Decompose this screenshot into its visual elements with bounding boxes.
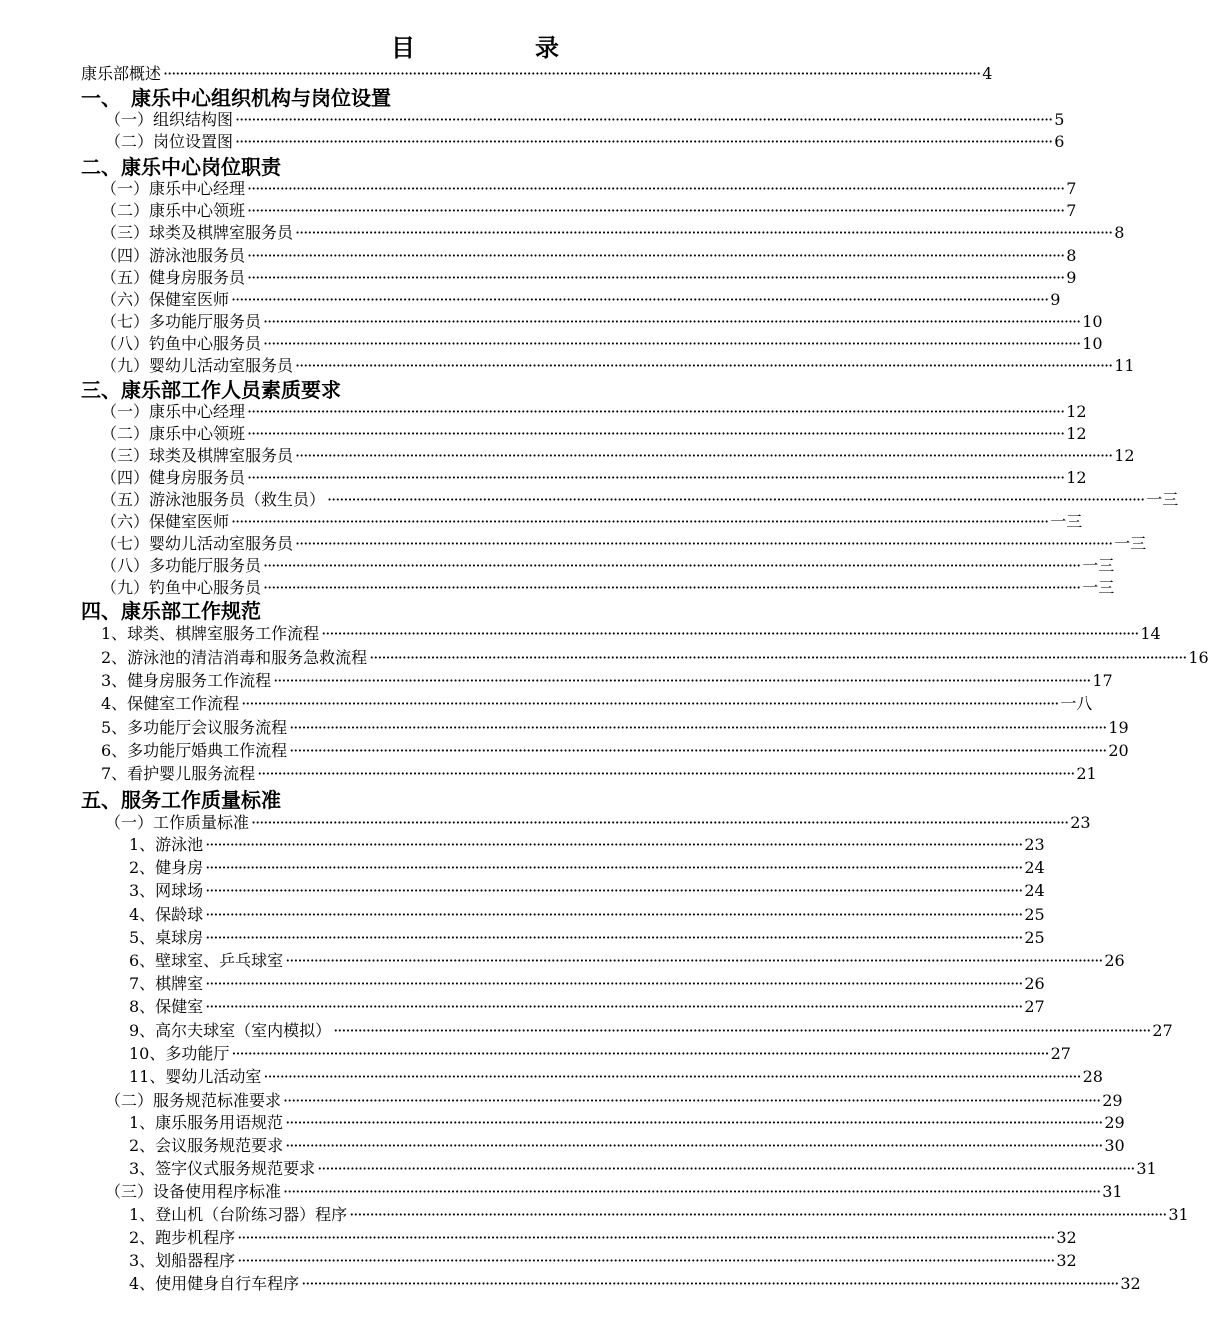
toc-entry[interactable] — [101, 693, 1093, 715]
toc-entry[interactable] — [101, 423, 1087, 445]
toc-entry-title: 6、多功能厅婚典工作流程 — [101, 741, 288, 760]
toc-entry[interactable] — [101, 740, 1129, 762]
dot-leader: ········································································································································································································ — [333, 1021, 1151, 1040]
toc-entry[interactable] — [105, 131, 1065, 153]
toc-page-number: 12 — [1066, 468, 1087, 487]
dot-leader: ········································································································································································································ — [295, 356, 1113, 375]
dot-leader: ········································································································································································································ — [263, 556, 1081, 575]
toc-page-number: 7 — [1066, 179, 1077, 198]
toc-entry-title: （四）游泳池服务员 — [101, 246, 246, 265]
dot-leader: ········································································································································································································ — [205, 997, 1023, 1016]
toc-entry-title: 2、跑步机程序 — [129, 1228, 236, 1247]
toc-entry-title: （一）组织结构图 — [105, 110, 234, 129]
toc-entry-title: 1、球类、棋牌室服务工作流程 — [101, 624, 320, 643]
dot-leader: ········································································································································································································ — [317, 1159, 1135, 1178]
toc-entry-title: （二）岗位设置图 — [105, 132, 234, 151]
dot-leader: ········································································································································································································ — [251, 813, 1069, 832]
toc-entry[interactable] — [129, 996, 1045, 1018]
toc-entry[interactable] — [101, 178, 1077, 200]
toc-entry[interactable] — [129, 1043, 1071, 1065]
toc-entry-title: （七）婴幼儿活动室服务员 — [101, 534, 294, 553]
toc-page-number: 23 — [1070, 813, 1091, 832]
dot-leader: ········································································································································································································ — [247, 268, 1065, 287]
dot-leader: ········································································································································································································ — [231, 512, 1049, 531]
page-title: 目 录 — [391, 33, 607, 62]
toc-entry[interactable] — [129, 1066, 1103, 1088]
toc-entry[interactable] — [101, 511, 1083, 533]
toc-page-number: 6 — [1054, 132, 1065, 151]
toc-page-number: 12 — [1066, 424, 1087, 443]
toc-entry-title: 10、多功能厅 — [129, 1044, 230, 1063]
toc-page-number: 12 — [1114, 446, 1135, 465]
dot-leader: ········································································································································································································ — [235, 132, 1053, 151]
toc-page-number: 27 — [1050, 1044, 1071, 1063]
toc-page-number: 24 — [1024, 858, 1045, 877]
dot-leader: ········································································································································································································ — [327, 490, 1145, 509]
toc-page-number: 31 — [1102, 1182, 1123, 1201]
toc-entry[interactable] — [101, 445, 1135, 467]
toc-entry[interactable] — [101, 623, 1161, 645]
toc-page-number: 16 — [1188, 648, 1209, 667]
toc-entry-title: （六）保健室医师 — [101, 512, 230, 531]
dot-leader: ········································································································································································································ — [247, 201, 1065, 220]
toc-section-heading[interactable]: 四、康乐部工作规范 — [81, 599, 261, 623]
toc-page-number: 29 — [1102, 1091, 1123, 1110]
dot-leader: ········································································································································································································ — [283, 1091, 1101, 1110]
toc-entry-title: （四）健身房服务员 — [101, 468, 246, 487]
toc-entry[interactable] — [101, 670, 1113, 692]
dot-leader: ········································································································································································································ — [257, 764, 1075, 783]
dot-leader: ········································································································································································································ — [263, 578, 1081, 597]
toc-page-number: 19 — [1108, 718, 1129, 737]
dot-leader: ········································································································································································································ — [247, 179, 1065, 198]
toc-entry[interactable] — [129, 904, 1045, 926]
toc-entry[interactable] — [105, 812, 1091, 834]
toc-page-number: 一三 — [1050, 512, 1083, 531]
dot-leader: ········································································································································································································ — [247, 402, 1065, 421]
toc-entry[interactable] — [101, 200, 1077, 222]
toc-entry-title: 3、签字仪式服务规范要求 — [129, 1159, 316, 1178]
toc-entry-title: （二）康乐中心领班 — [101, 424, 246, 443]
toc-entry-title: （七）多功能厅服务员 — [101, 312, 262, 331]
toc-entry[interactable] — [129, 834, 1045, 856]
toc-page-number: 27 — [1152, 1021, 1173, 1040]
toc-entry-title: 1、登山机（台阶练习器）程序 — [129, 1205, 348, 1224]
toc-entry-title: 7、看护婴儿服务流程 — [101, 764, 256, 783]
toc-page-number: 14 — [1140, 624, 1161, 643]
toc-page-number: 12 — [1066, 402, 1087, 421]
toc-entry[interactable] — [129, 857, 1045, 879]
toc-page-number: 23 — [1024, 835, 1045, 854]
dot-leader: ········································································································································································································ — [301, 1274, 1119, 1293]
toc-page-number: 10 — [1082, 312, 1103, 331]
toc-page-number: 17 — [1092, 671, 1113, 690]
toc-page-number: 29 — [1104, 1113, 1125, 1132]
dot-leader: ········································································································································································································ — [235, 110, 1053, 129]
toc-entry[interactable] — [105, 109, 1065, 131]
toc-page-number: 一三 — [1146, 490, 1179, 509]
toc-entry-title: 5、多功能厅会议服务流程 — [101, 718, 288, 737]
dot-leader: ········································································································································································································ — [205, 974, 1023, 993]
toc-entry-title: 4、使用健身自行车程序 — [129, 1274, 300, 1293]
toc-page-number: 一三 — [1114, 534, 1147, 553]
toc-entry-title: 2、游泳池的清洁消毒和服务急救流程 — [101, 648, 368, 667]
toc-entry[interactable] — [129, 880, 1045, 902]
toc-entry-title: 8、保健室 — [129, 997, 204, 1016]
dot-leader: ········································································································································································································ — [205, 858, 1023, 877]
toc-entry-title: （六）保健室医师 — [101, 290, 230, 309]
toc-entry[interactable] — [101, 467, 1087, 489]
toc-page-number: 一三 — [1082, 578, 1115, 597]
toc-entry[interactable] — [129, 973, 1045, 995]
dot-leader: ········································································································································································································ — [285, 1136, 1103, 1155]
toc-page-number: 25 — [1024, 928, 1045, 947]
toc-page-number: 10 — [1082, 334, 1103, 353]
toc-page-number: 9 — [1050, 290, 1061, 309]
toc-entry-title: 11、婴幼儿活动室 — [129, 1067, 262, 1086]
dot-leader: ········································································································································································································ — [247, 424, 1065, 443]
toc-entry-title: 1、康乐服务用语规范 — [129, 1113, 284, 1132]
toc-entry-title: （二）服务规范标准要求 — [105, 1091, 282, 1110]
dot-leader: ········································································································································································································ — [285, 951, 1103, 970]
toc-entry-title: 3、网球场 — [129, 881, 204, 900]
dot-leader: ········································································································································································································ — [205, 881, 1023, 900]
toc-page-number: 31 — [1136, 1159, 1157, 1178]
toc-entry-title: （五）游泳池服务员（救生员） — [101, 490, 326, 509]
dot-leader: ········································································································································································································ — [231, 290, 1049, 309]
toc-page-number: 27 — [1024, 997, 1045, 1016]
dot-leader: ········································································································································································································ — [321, 624, 1139, 643]
toc-entry[interactable] — [129, 1273, 1141, 1295]
toc-entry[interactable] — [129, 1112, 1125, 1134]
dot-leader: ········································································································································································································ — [263, 312, 1081, 331]
toc-page-number: 32 — [1056, 1228, 1077, 1247]
toc-page-number: 28 — [1082, 1067, 1103, 1086]
toc-entry[interactable] — [129, 950, 1125, 972]
toc-entry-title: 3、划船器程序 — [129, 1251, 236, 1270]
toc-entry-title: （八）钓鱼中心服务员 — [101, 334, 262, 353]
dot-leader: ········································································································································································································ — [289, 741, 1107, 760]
toc-entry[interactable] — [129, 1227, 1077, 1249]
toc-entry-title: （九）婴幼儿活动室服务员 — [101, 356, 294, 375]
toc-page-number: 11 — [1114, 356, 1135, 375]
toc-entry[interactable] — [129, 1020, 1173, 1042]
toc-entry[interactable] — [101, 401, 1087, 423]
toc-entry[interactable] — [101, 267, 1077, 289]
toc-entry[interactable] — [129, 1250, 1077, 1272]
toc-entry-title: （八）多功能厅服务员 — [101, 556, 262, 575]
toc-entry-title: （九）钓鱼中心服务员 — [101, 578, 262, 597]
toc-entry-title: 7、棋牌室 — [129, 974, 204, 993]
toc-entry-title: 3、健身房服务工作流程 — [101, 671, 272, 690]
toc-page-number: 一三 — [1082, 556, 1115, 575]
dot-leader: ········································································································································································································ — [231, 1044, 1049, 1063]
toc-section-heading[interactable]: 一、 康乐中心组织机构与岗位设置 — [81, 86, 391, 110]
toc-entry[interactable] — [101, 222, 1125, 244]
toc-entry[interactable] — [101, 763, 1097, 785]
toc-page-number: 8 — [1114, 223, 1125, 242]
dot-leader: ········································································································································································································ — [205, 905, 1023, 924]
dot-leader: ········································································································································································································ — [263, 1067, 1081, 1086]
toc-entry-title: （三）设备使用程序标准 — [105, 1182, 282, 1201]
toc-entry[interactable] — [101, 355, 1135, 377]
dot-leader: ········································································································································································································ — [205, 835, 1023, 854]
dot-leader: ········································································································································································································ — [289, 718, 1107, 737]
toc-section-heading[interactable]: 三、康乐部工作人员素质要求 — [81, 378, 341, 402]
dot-leader: ········································································································································································································ — [205, 928, 1023, 947]
dot-leader: ········································································································································································································ — [295, 534, 1113, 553]
toc-page-number: 9 — [1066, 268, 1077, 287]
dot-leader: ········································································································································································································ — [247, 468, 1065, 487]
toc-entry-title: （一）工作质量标准 — [105, 813, 250, 832]
toc-section-heading[interactable]: 五、服务工作质量标准 — [81, 788, 281, 812]
dot-leader: ········································································································································································································ — [283, 1182, 1101, 1201]
toc-entry[interactable] — [101, 717, 1129, 739]
toc-entry[interactable] — [129, 1204, 1189, 1226]
toc-entry[interactable] — [101, 647, 1209, 669]
dot-leader: ········································································································································································································ — [237, 1251, 1055, 1270]
toc-entry-title: （一）康乐中心经理 — [101, 402, 246, 421]
dot-leader: ········································································································································································································ — [237, 1228, 1055, 1247]
toc-page-number: 24 — [1024, 881, 1045, 900]
toc-page-number: 7 — [1066, 201, 1077, 220]
dot-leader: ········································································································································································································ — [241, 694, 1059, 713]
toc-entry[interactable] — [101, 311, 1103, 333]
toc-entry-title: 2、会议服务规范要求 — [129, 1136, 284, 1155]
toc-entry[interactable] — [101, 555, 1115, 577]
dot-leader: ········································································································································································································ — [247, 246, 1065, 265]
toc-page-number: 21 — [1076, 764, 1097, 783]
dot-leader: ········································································································································································································ — [295, 446, 1113, 465]
toc-entry[interactable] — [101, 533, 1147, 555]
toc-entry-title: （五）健身房服务员 — [101, 268, 246, 287]
dot-leader: ········································································································································································································ — [263, 334, 1081, 353]
toc-entry-title: （三）球类及棋牌室服务员 — [101, 223, 294, 242]
toc-page-number: 30 — [1104, 1136, 1125, 1155]
toc-entry-title: 9、高尔夫球室（室内模拟） — [129, 1021, 332, 1040]
toc-entry-title: 4、保健室工作流程 — [101, 694, 240, 713]
toc-entry[interactable] — [101, 333, 1103, 355]
toc-page-number: 一八 — [1060, 694, 1093, 713]
toc-page-number: 26 — [1104, 951, 1125, 970]
toc-entry[interactable] — [129, 1158, 1157, 1180]
toc-page-number: 20 — [1108, 741, 1129, 760]
toc-entry[interactable] — [81, 63, 993, 85]
toc-entry[interactable] — [101, 489, 1179, 511]
toc-entry-title: 康乐部概述 — [81, 64, 162, 83]
toc-entry-title: （一）康乐中心经理 — [101, 179, 246, 198]
toc-entry[interactable] — [101, 289, 1061, 311]
toc-entry-title: 1、游泳池 — [129, 835, 204, 854]
toc-page-number: 8 — [1066, 246, 1077, 265]
dot-leader: ········································································································································································································ — [285, 1113, 1103, 1132]
toc-entry[interactable] — [101, 577, 1115, 599]
toc-entry[interactable] — [101, 245, 1077, 267]
toc-page-number: 31 — [1168, 1205, 1189, 1224]
toc-entry-title: 2、健身房 — [129, 858, 204, 877]
toc-entry-title: 5、桌球房 — [129, 928, 204, 947]
toc-entry-title: 6、壁球室、乒乓球室 — [129, 951, 284, 970]
dot-leader: ········································································································································································································ — [349, 1205, 1167, 1224]
toc-entry[interactable] — [105, 1181, 1123, 1203]
dot-leader: ········································································································································································································ — [163, 64, 981, 83]
toc-entry[interactable] — [105, 1090, 1123, 1112]
dot-leader: ········································································································································································································ — [369, 648, 1187, 667]
toc-page-number: 4 — [982, 64, 993, 83]
toc-section-heading[interactable]: 二、康乐中心岗位职责 — [81, 155, 281, 179]
toc-page-number: 26 — [1024, 974, 1045, 993]
toc-page-number: 32 — [1120, 1274, 1141, 1293]
toc-entry-title: 4、保龄球 — [129, 905, 204, 924]
toc-page-number: 32 — [1056, 1251, 1077, 1270]
toc-entry[interactable] — [129, 927, 1045, 949]
toc-entry-title: （三）球类及棋牌室服务员 — [101, 446, 294, 465]
toc-entry-title: （二）康乐中心领班 — [101, 201, 246, 220]
dot-leader: ········································································································································································································ — [295, 223, 1113, 242]
toc-entry[interactable] — [129, 1135, 1125, 1157]
toc-page-number: 5 — [1054, 110, 1065, 129]
toc-page-number: 25 — [1024, 905, 1045, 924]
dot-leader: ········································································································································································································ — [273, 671, 1091, 690]
